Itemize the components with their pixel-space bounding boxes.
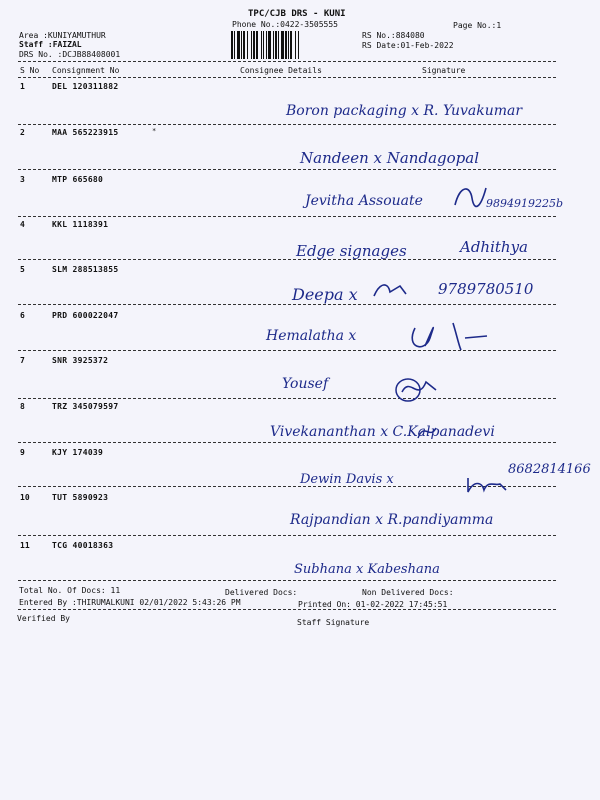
row-sno: 7	[20, 356, 25, 365]
non-delivered-docs: Non Delivered Docs:	[362, 588, 454, 597]
divider	[18, 304, 556, 305]
row-consignment: TUT 5890923	[52, 493, 109, 502]
col-header-consignee: Consignee Details	[240, 66, 322, 75]
barcode-bar	[263, 31, 264, 59]
phone-handwritten: 9789780510	[438, 280, 534, 298]
barcode-bar	[266, 31, 267, 59]
signature-scribble	[416, 418, 566, 444]
divider	[18, 398, 556, 399]
star-mark: *	[152, 127, 157, 135]
col-header-consignment: Consignment No	[52, 66, 120, 75]
divider	[18, 169, 556, 170]
col-header-signature: Signature	[422, 66, 466, 75]
total-docs: Total No. Of Docs: 11	[19, 586, 121, 595]
barcode-bar	[268, 31, 271, 59]
row-sno: 5	[20, 265, 25, 274]
signature-scribble	[464, 472, 510, 496]
barcode-bar	[251, 31, 252, 59]
barcode-bar	[290, 31, 292, 59]
barcode-bar	[275, 31, 277, 59]
signature-text: Subhana x Kabeshana	[294, 562, 440, 577]
signature-scribble	[370, 280, 410, 300]
row-sno: 10	[20, 493, 30, 502]
delivered-docs: Delivered Docs:	[225, 588, 298, 597]
divider	[18, 580, 556, 581]
staff-label: Staff :FAIZAL	[19, 40, 82, 49]
barcode-bar	[261, 31, 262, 59]
row-consignment: KJY 174039	[52, 448, 104, 457]
signature-scribble	[395, 318, 495, 358]
signature-text: Nandeen x Nandagopal	[300, 149, 479, 167]
barcode-bar	[285, 31, 287, 59]
barcode-bar	[256, 31, 258, 59]
signature-text: Boron packaging x R. Yuvakumar	[286, 103, 523, 119]
divider	[18, 124, 556, 125]
verified-by: Verified By	[17, 614, 70, 623]
row-sno: 6	[20, 311, 25, 320]
barcode-bar	[243, 31, 245, 59]
row-consignment: SNR 3925372	[52, 356, 109, 365]
barcode-bar	[237, 31, 240, 59]
barcode-bar	[281, 31, 284, 59]
signature-scribble	[450, 180, 490, 210]
divider	[18, 259, 556, 260]
barcode-bar	[234, 31, 235, 59]
signature-text: Vivekananthan x C.Kalpanadevi	[270, 424, 495, 440]
barcode-bar	[231, 31, 233, 59]
barcode-bar	[253, 31, 255, 59]
signature-text: Yousef	[282, 376, 329, 392]
row-consignment: MTP 665680	[52, 175, 104, 184]
page-number: Page No.:1	[453, 21, 502, 30]
row-sno: 8	[20, 402, 25, 411]
barcode-bar	[288, 31, 289, 59]
divider	[18, 77, 556, 78]
row-sno: 11	[20, 541, 30, 550]
barcode-bar	[247, 31, 248, 59]
signature-scribble	[392, 372, 442, 408]
divider	[18, 535, 556, 536]
row-sno: 4	[20, 220, 25, 229]
row-sno: 1	[20, 82, 25, 91]
row-consignment: TRZ 345079597	[52, 402, 119, 411]
barcode	[230, 31, 352, 59]
drs-number: DRS No. :DCJB88408001	[19, 50, 121, 59]
barcode-bar	[278, 31, 279, 59]
rs-date: RS Date:01-Feb-2022	[362, 41, 454, 50]
area-label: Area :KUNIYAMUTHUR	[19, 31, 106, 40]
barcode-bar	[273, 31, 274, 59]
signature-text: Edge signages	[296, 242, 407, 260]
signature-text: Jevitha Assouate	[305, 193, 423, 209]
col-header-sno: S No	[20, 66, 40, 75]
signature-text: Deepa x	[292, 285, 358, 304]
row-sno: 2	[20, 128, 25, 137]
staff-signature-label: Staff Signature	[297, 618, 370, 627]
printed-on: Printed On: 01-02-2022 17:45:51	[298, 600, 448, 609]
row-consignment: PRD 600022047	[52, 311, 119, 320]
signature-text: Rajpandian x R.pandiyamma	[290, 512, 494, 528]
row-consignment: KKL 1118391	[52, 220, 109, 229]
row-sno: 3	[20, 175, 25, 184]
divider	[18, 609, 556, 610]
row-consignment: SLM 288513855	[52, 265, 119, 274]
row-consignment: DEL 120311882	[52, 82, 119, 91]
barcode-bar	[298, 31, 299, 59]
document-title: TPC/CJB DRS - KUNI	[248, 9, 346, 19]
phone-handwritten: 9894919225b	[486, 197, 564, 210]
phone-number: Phone No.:0422-3505555	[232, 20, 338, 29]
row-consignment: TCG 40018363	[52, 541, 114, 550]
row-sno: 9	[20, 448, 25, 457]
signature-text: Adhithya	[460, 238, 528, 256]
signature-text: Dewin Davis x	[300, 472, 394, 487]
barcode-bar	[241, 31, 242, 59]
entered-by: Entered By :THIRUMALKUNI 02/01/2022 5:43:26 PM	[19, 598, 241, 607]
divider	[18, 61, 556, 62]
divider	[18, 216, 556, 217]
phone-handwritten: 8682814166	[508, 462, 591, 477]
signature-text: Hemalatha x	[266, 328, 357, 344]
row-consignment: MAA 565223915	[52, 128, 119, 137]
barcode-bar	[295, 31, 296, 59]
rs-number: RS No.:884080	[362, 31, 425, 40]
